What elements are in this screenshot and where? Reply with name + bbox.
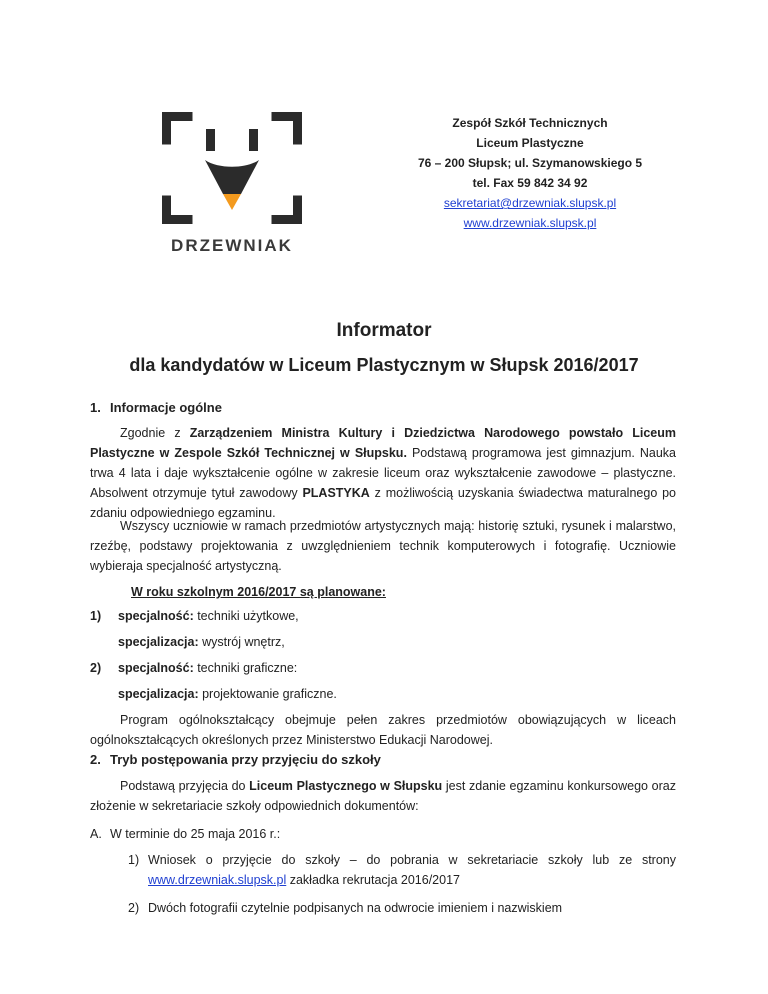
- website-link[interactable]: www.drzewniak.slupsk.pl: [463, 216, 597, 230]
- document-title: Informator: [336, 320, 432, 341]
- doc-item-1: Wniosek o przyjęcie do szkoły – do pobrania w sekretariacie szkoły lub ze strony www.drzewniak.slupsk.pl zakładka rekrutacja 2016/2017: [148, 853, 676, 887]
- school-phone: tel. Fax 59 842 34 92: [472, 176, 588, 190]
- logo-eye-left: [206, 129, 215, 151]
- logo-corner-bottom-left: [167, 200, 189, 220]
- list-item-1: 1): [90, 609, 102, 623]
- section1-number: 1.: [90, 400, 101, 415]
- section1-paragraph-2: Wszyscy uczniowie w ramach przedmiotów artystycznych mają: historię sztuki, rysunek i malarstwo, rzeźbę, podstawy projektowania z uwzględnieniem technik komputerowych i fotografię. Uczniowie wybieraja specjalność artystyczną.: [90, 519, 676, 573]
- school-address: 76 – 200 Słupsk; ul. Szymanowskiego 5: [417, 156, 643, 170]
- logo-pencil-body: [205, 160, 259, 194]
- section1-paragraph-3: Program ogólnokształcący obejmuje pełen zakres przedmiotów obowiązujących w liceach ogólnokształcących określonych przez Ministerstwo Edukacji Narodowej.: [90, 713, 676, 747]
- step-a-text: W terminie do 25 maja 2016 r.:: [110, 827, 281, 841]
- section1-heading: Informacje ogólne: [110, 400, 222, 415]
- logo-corner-top-left: [167, 117, 189, 141]
- section1-paragraph-1: Zgodnie z Zarządzeniem Ministra Kultury i Dziedzictwa Narodowego powstało Liceum Plastyczne w Zespole Szkół Technicznej w Słupsku. Podstawą programowa jest gimnazjum. Nauka trwa 4 lata i daje wykształcenie ogólne w zakresie liceum oraz wykształcenie zawodowe – plastyczne. Absolwent otrzymuje tytuł zawodowy PLASTYKA z możliwością uzyskania świadectwa maturalnego po zdaniu odpowiedniego egzaminu.: [90, 426, 677, 520]
- section2-heading: Tryb postępowania przy przyjęciu do szkoły: [110, 752, 381, 767]
- list-item-1-sub: specjalizacja: wystrój wnętrz,: [118, 635, 285, 649]
- list-item-2-spec: specjalność: techniki graficzne:: [118, 661, 298, 675]
- logo-eye-right: [249, 129, 258, 151]
- email-link[interactable]: sekretariat@drzewniak.slupsk.pl: [443, 196, 617, 210]
- school-name: Zespół Szkół Technicznych: [452, 116, 608, 130]
- logo-corner-top-right: [276, 117, 298, 141]
- doc-item-2: Dwóch fotografii czytelnie podpisanych na odwrocie imieniem i nazwiskiem: [148, 901, 563, 915]
- section2-paragraph-1: Podstawą przyjęcia do Liceum Plastycznego w Słupsku jest zdanie egzaminu konkursowego oraz złożenie w sekretariacie szkoły odpowiednich dokumentów:: [90, 779, 676, 813]
- logo-pencil-tip: [223, 194, 241, 210]
- list-item-2-sub: specjalizacja: projektowanie graficzne.: [118, 687, 337, 701]
- school-contact-header: [400, 113, 660, 233]
- list-item-1-spec: specjalność: techniki użytkowe,: [118, 609, 299, 623]
- logo-corner-bottom-right: [276, 200, 298, 220]
- section2-number: 2.: [90, 752, 101, 767]
- school-subtitle: Liceum Plastyczne: [476, 136, 584, 150]
- list-item-2: 2): [90, 661, 102, 675]
- logo-wordmark: DRZEWNIAK: [171, 236, 293, 255]
- doc-item-1-num: 1): [128, 853, 140, 867]
- doc-item-2-num: 2): [128, 901, 140, 915]
- document-subtitle: dla kandydatów w Liceum Plastycznym w Słupsk 2016/2017: [129, 355, 639, 375]
- planned-heading: W roku szkolnym 2016/2017 są planowane:: [131, 585, 386, 599]
- step-a-label: A.: [90, 827, 102, 841]
- doc-website-link[interactable]: www.drzewniak.slupsk.pl: [148, 873, 287, 887]
